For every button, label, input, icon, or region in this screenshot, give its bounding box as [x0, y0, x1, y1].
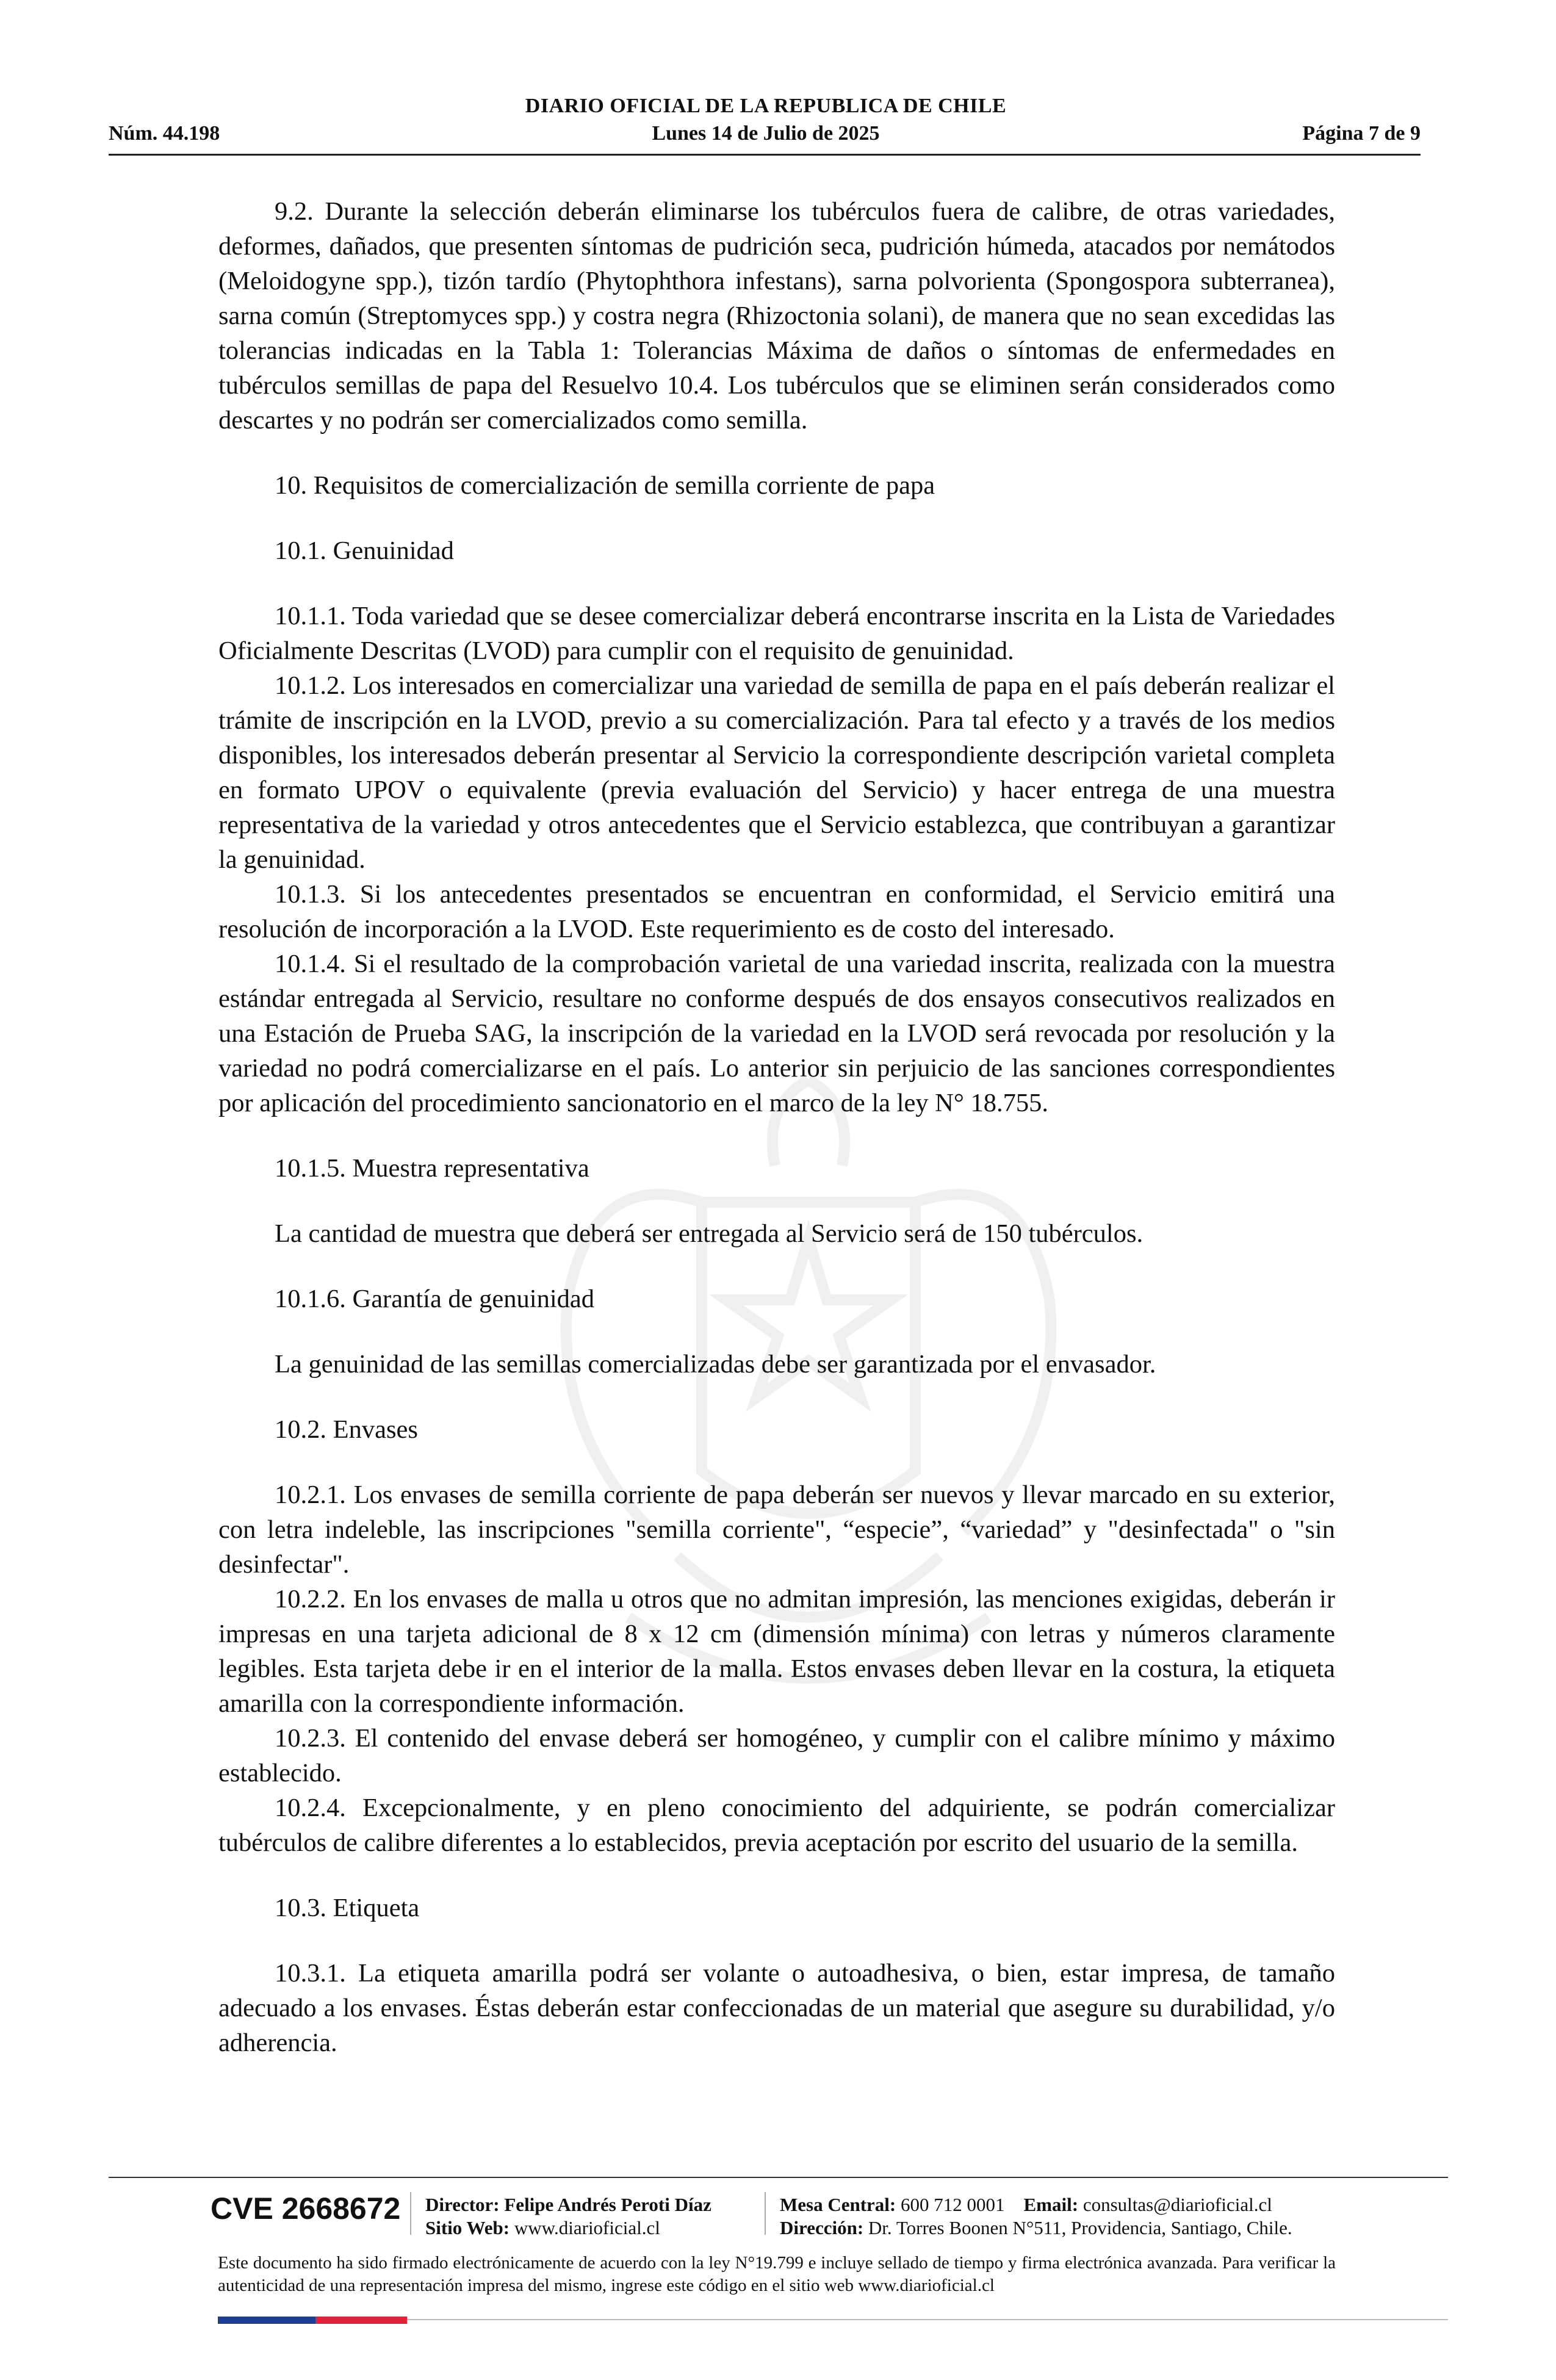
website-label: Sitio Web: — [425, 2217, 510, 2238]
heading-10-1: 10.1. Genuinidad — [275, 536, 454, 565]
paragraph-10-2-3: 10.2.3. El contenido del envase deberá ser homogéneo, y cumplir con el calibre mínimo y máximo establecido. — [218, 1724, 1335, 1787]
heading-10-2: 10.2. Envases — [275, 1415, 418, 1444]
heading-10: 10. Requisitos de comercialización de semilla corriente de papa — [275, 471, 935, 500]
paragraph-10-3-1: 10.3.1. La etiqueta amarilla podrá ser volante o autoadhesiva, o bien, estar impresa, de tamaño adecuado a los envases. Éstas deberán estar confeccionadas de un material que asegure su durabilidad, y/o adherencia. — [218, 1959, 1335, 2057]
footer-separator — [765, 2192, 766, 2235]
address-value: Dr. Torres Boonen N°511, Providencia, Santiago, Chile. — [868, 2217, 1292, 2238]
header-divider — [109, 154, 1421, 156]
address-label: Dirección: — [780, 2217, 864, 2238]
document-body — [218, 194, 1335, 2060]
legal-notice: Este documento ha sido firmado electrónicamente de acuerdo con la ley N°19.799 e incluye sellado de tiempo y firma electrónica avanzada. Para verificar la autenticidad de una representación impresa del mismo, ingrese este código en el sitio web www.diarioficial.cl — [218, 2253, 1336, 2295]
flag-bar-red — [315, 2317, 407, 2324]
paragraph-10-1-6: La genuinidad de las semillas comercializadas debe ser garantizada por el envasador. — [275, 1350, 1156, 1379]
paragraph-10-1-2: 10.1.2. Los interesados en comercializar una variedad de semilla de papa en el país deberán realizar el trámite de inscripción en la LVOD, previo a su comercialización. Para tal efecto y a través de los medios disponibles, los interesados deberán presentar al Servicio la correspondiente descripción varietal completa en formato UPOV o equivalente (previa evaluación del Servicio) y hacer entrega de una muestra representativa de la variedad y otros antecedentes que el Servicio establezca, que contribuyan a garantizar la genuinidad. — [218, 671, 1335, 874]
paragraph-10-1-4: 10.1.4. Si el resultado de la comprobación varietal de una variedad inscrita, realizada con la muestra estándar entregada al Servicio, resultare no conforme después de dos ensayos consecutivos realizados en una Estación de Prueba SAG, la inscripción de la variedad en la LVOD será revocada por resolución y la variedad no podrá comercializarse en el país. Lo anterior sin perjuicio de las sanciones correspondientes por aplicación del procedimiento sancionatorio en el marco de la ley N° 18.755. — [218, 950, 1335, 1117]
footer-contact-block — [780, 2193, 1292, 2240]
footer-divider — [109, 2177, 1448, 2178]
issue-date: Lunes 14 de Julio de 2025 — [652, 122, 880, 145]
mesa-central-label: Mesa Central: — [780, 2194, 896, 2215]
footer-separator — [410, 2192, 411, 2235]
director-name: Felipe Andrés Peroti Díaz — [504, 2194, 711, 2215]
paragraph-10-2-2: 10.2.2. En los envases de malla u otros que no admitan impresión, las menciones exigidas, deberán ir impresas en una tarjeta adicional de 8 x 12 cm (dimensión mínima) con letras y números claramente legibles. Esta tarjeta debe ir en el interior de la malla. Estos envases deben llevar en la costura, la etiqueta amarilla con la correspondiente información. — [218, 1585, 1335, 1718]
website-link[interactable]: www.diarioficial.cl — [514, 2217, 660, 2238]
mesa-central-phone: 600 712 0001 — [901, 2194, 1005, 2215]
director-label: Director: — [425, 2194, 500, 2215]
heading-10-1-5: 10.1.5. Muestra representativa — [275, 1154, 589, 1183]
footer-bottom-line — [407, 2319, 1448, 2320]
email-link[interactable]: consultas@diarioficial.cl — [1082, 2194, 1272, 2215]
cve-code: CVE 2668672 — [211, 2191, 401, 2226]
heading-10-1-6: 10.1.6. Garantía de genuinidad — [275, 1285, 595, 1313]
paragraph-10-1-3: 10.1.3. Si los antecedentes presentados se encuentran en conformidad, el Servicio emitirá una resolución de incorporación a la LVOD. Este requerimiento es de costo del interesado. — [218, 880, 1335, 943]
newspaper-title: DIARIO OFICIAL DE LA REPUBLICA DE CHILE — [525, 95, 1007, 117]
paragraph-10-2-4: 10.2.4. Excepcionalmente, y en pleno conocimiento del adquiriente, se podrán comercializar tubérculos de calibre diferentes a lo establecidos, previa aceptación por escrito del usuario de la semilla. — [218, 1794, 1335, 1857]
paragraph-10-2-1: 10.2.1. Los envases de semilla corriente de papa deberán ser nuevos y llevar marcado en su exterior, con letra indeleble, las inscripciones "semilla corriente", “especie”, “variedad” y "desinfectada" o "sin desinfectar". — [218, 1480, 1335, 1579]
heading-10-3: 10.3. Etiqueta — [275, 1894, 420, 1922]
email-label: Email: — [1023, 2194, 1079, 2215]
page-number: Página 7 de 9 — [1302, 122, 1421, 145]
paragraph-9-2: 9.2. Durante la selección deberán eliminarse los tubérculos fuera de calibre, de otras variedades, deformes, dañados, que presenten síntomas de pudrición seca, pudrición húmeda, atacados por nemátodos (Meloidogyne spp.), tizón tardío (Phytophthora infestans), sarna polvorienta (Spongospora subterranea), sarna común (Streptomyces spp.) y costra negra (Rhizoctonia solani), de manera que no sean excedidas las tolerancias indicadas en la Tabla 1: Tolerancias Máxima de daños o síntomas de enfermedades en tubérculos semillas de papa del Resuelvo 10.4. Los tubérculos que se eliminen serán considerados como descartes y no podrán ser comercializados como semilla. — [218, 197, 1335, 435]
paragraph-10-1-5: La cantidad de muestra que deberá ser entregada al Servicio será de 150 tubérculos. — [275, 1219, 1144, 1248]
flag-bar-blue — [218, 2317, 315, 2324]
issue-number: Núm. 44.198 — [109, 122, 220, 145]
footer-director-block — [425, 2193, 711, 2240]
paragraph-10-1-1: 10.1.1. Toda variedad que se desee comercializar deberá encontrarse inscrita en la Lista de Variedades Oficialmente Descritas (LVOD) para cumplir con el requisito de genuinidad. — [218, 602, 1335, 665]
